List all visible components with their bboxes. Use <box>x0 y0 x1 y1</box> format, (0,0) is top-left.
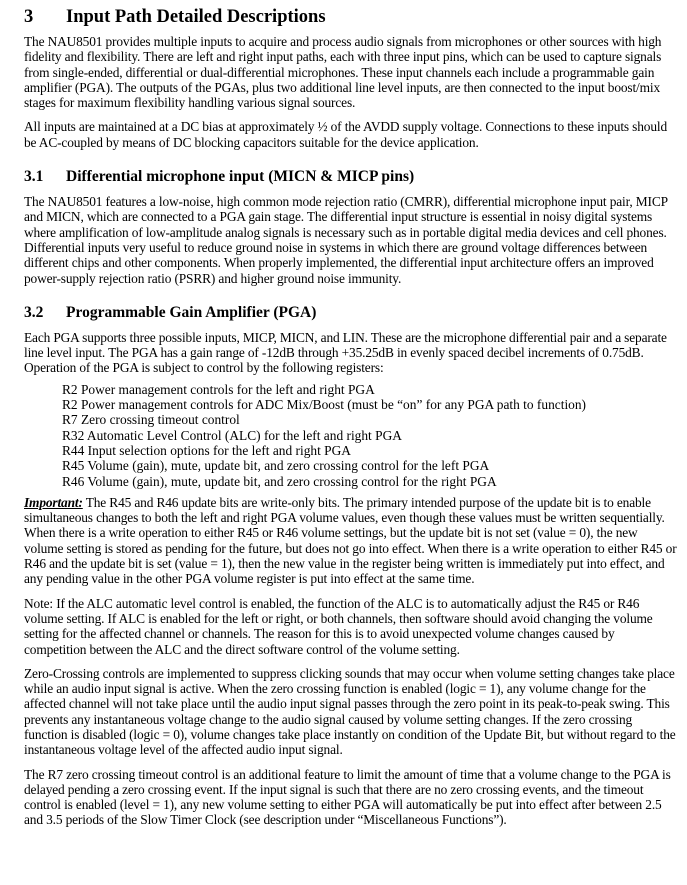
important-paragraph <box>24 495 677 587</box>
section-3-1-heading <box>24 168 677 186</box>
section-3-2-heading <box>24 304 677 322</box>
section-title: Programmable Gain Amplifier (PGA) <box>66 303 317 321</box>
register-item: R44 Input selection options for the left and right PGA <box>62 442 351 458</box>
r7-timeout-paragraph: The R7 zero crossing timeout control is an additional feature to limit the amount of time that a volume change to the PGA is delayed pending a zero crossing event. If the input signal is such that there are no zero crossing events, and the timeout control is enabled (level = 1), any new volume setting to either PGA will automatically be put into effect after between 2.5 and 3.5 periods of the Slow Timer Clock (see description under “Miscellaneous Functions”). <box>24 766 671 828</box>
section-number: 3.1 <box>24 168 44 186</box>
section-number: 3 <box>24 7 34 27</box>
note-paragraph: Note: If the ALC automatic level control is enabled, the function of the ALC is to automatically adjust the R45 or R46 volume setting. If ALC is enabled for the left or right, or both channels, then software should avoid changing the volume setting for the affected channel or channels. The reason for this is to avoid unexpected volume changes caused by competition between the ALC and the direct software control of the volume setting. <box>24 595 653 657</box>
register-item: R2 Power management controls for the left and right PGA <box>62 381 375 397</box>
section-3-2-intro: Each PGA supports three possible inputs, MICP, MICN, and LIN. These are the microphone differential pair and a separate line level input. The PGA has a gain range of -12dB through +35.25dB in evenly spaced decibel increments of 0.75dB. Operation of the PGA is subject to control by the following registers: <box>24 329 667 376</box>
important-label: Important: <box>24 494 83 510</box>
section-3-1-paragraph: The NAU8501 features a low-noise, high common mode rejection ratio (CMRR), differential microphone input pair, MICP and MICN, which are connected to a PGA gain stage. The differential input structure is essential in noisy digital systems where amplification of low-amplitude analog signals is necessary such as in portable digital media devices and cell phones. Differential inputs very useful to reduce ground noise in systems in which there are ground voltage differences between different chips and other components. When properly implemented, the differential input architecture offers an improved power-supply rejection ratio (PSRR) and higher ground noise immunity. <box>24 194 668 286</box>
section-title: Differential microphone input (MICN & MICP pins) <box>66 168 415 186</box>
zero-crossing-paragraph: Zero-Crossing controls are implemented to suppress clicking sounds that may occur when volume setting changes take place while an audio input signal is active. When the zero crossing function is enabled (logic = 1), any volume change for the affected channel will not take place until the audio input signal passes through the zero point in its peak-to-peak swing. This prevents any instantaneous voltage change to the audio signal caused by volume setting changes. If the zero crossing function is disabled (logic = 0), volume changes take place instantly on condition of the Update Bit, but without regard to the instantaneous voltage level of the affected audio input signal. <box>24 665 676 758</box>
section-3-paragraph-2: All inputs are maintained at a DC bias at approximately ½ of the AVDD supply voltage. Connections to these inputs should be AC-coupled by means of DC blocking capacitors suitable for the device application. <box>24 119 667 150</box>
section-number: 3.2 <box>24 303 44 321</box>
register-item: R46 Volume (gain), mute, update bit, and zero crossing control for the right PGA <box>62 473 497 489</box>
important-text: The R45 and R46 update bits are write-only bits. The primary intended purpose of the update bit is to enable simultaneous changes to both the left and right PGA volume values, even though these values must be written sequentially. When there is a write operation to either R45 or R46 volume settings, but the update bit is not set (value = 0), the new volume setting is stored as pending for the future, but does not go into effect. When there is a write operation to either R45 or R46 and the update bit is set (value = 1), then the new value in the register being written is immediately put into effect, and any pending value in the other PGA volume register is put into effect at the same time. <box>24 494 677 587</box>
register-item: R45 Volume (gain), mute, update bit, and zero crossing control for the left PGA <box>62 458 490 474</box>
register-item: R7 Zero crossing timeout control <box>62 412 240 428</box>
section-3-heading <box>24 6 677 28</box>
section-title: Input Path Detailed Descriptions <box>66 7 326 27</box>
section-3-paragraph-1: The NAU8501 provides multiple inputs to acquire and process audio signals from microphones or other sources with high fidelity and flexibility. There are left and right input paths, each with three input pins, which can be used to capture signals from single-ended, differential or dual-differential microphones. These input channels each include a programmable gain amplifier (PGA). The outputs of the PGAs, plus two additional line level inputs, are then connected to the input boost/mix stages for maximum flexibility handling various signal sources. <box>24 34 662 111</box>
register-item: R2 Power management controls for ADC Mix/Boost (must be “on” for any PGA path to function) <box>62 397 587 413</box>
register-list <box>62 382 677 489</box>
register-item: R32 Automatic Level Control (ALC) for the left and right PGA <box>62 427 402 443</box>
